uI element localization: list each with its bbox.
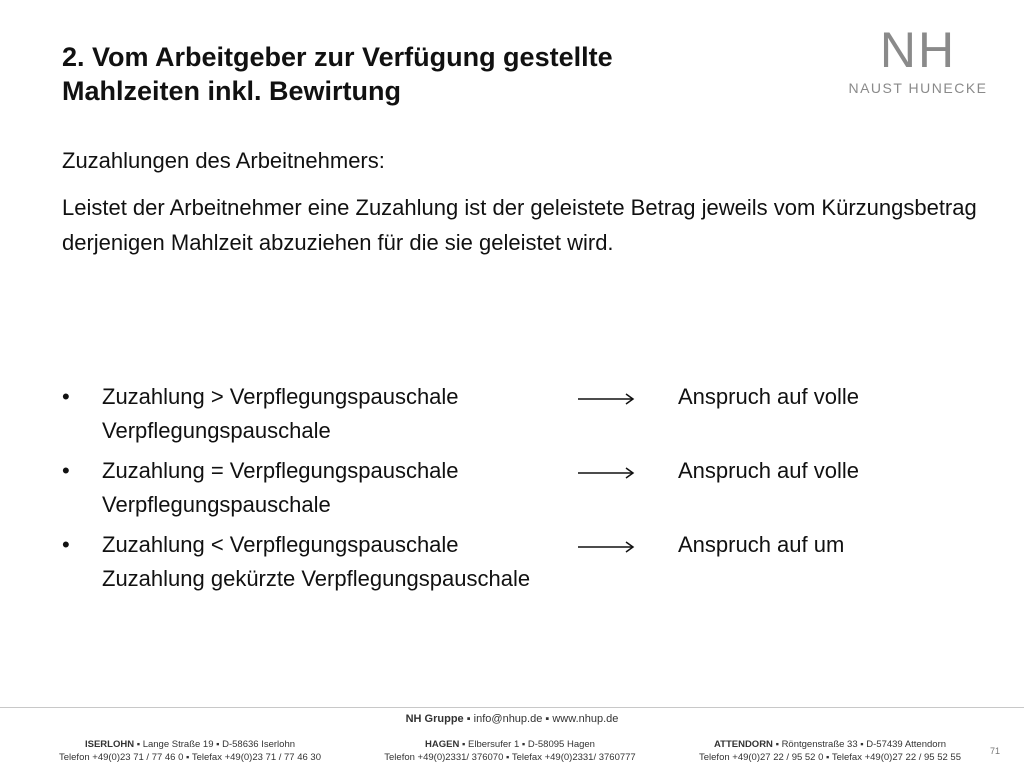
page-number: 71 bbox=[990, 746, 1001, 756]
bullet-icon: • bbox=[62, 458, 70, 483]
bullet-condition: Zuzahlung > Verpflegungspauschale bbox=[102, 384, 459, 409]
arrow-right-icon bbox=[576, 392, 636, 406]
footer-group-name: NH Gruppe bbox=[405, 713, 464, 725]
office-phone: Telefon +49(0)2331/ 376070 ▪ Telefax +49(0)2331/ 3760777 bbox=[384, 752, 636, 763]
footer-office-hagen bbox=[360, 738, 660, 764]
list-item bbox=[62, 454, 962, 522]
bullet-condition: Zuzahlung < Verpflegungspauschale bbox=[102, 532, 459, 557]
office-address: ▪ Röntgenstraße 33 ▪ D-57439 Attendorn bbox=[775, 739, 947, 750]
bullet-result: Anspruch auf volle bbox=[678, 458, 859, 483]
bullet-continuation: Verpflegungspauschale bbox=[102, 492, 331, 517]
bullet-icon: • bbox=[62, 384, 70, 409]
bullet-icon: • bbox=[62, 532, 70, 557]
arrow-right-icon bbox=[576, 466, 636, 480]
subheading: Zuzahlungen des Arbeitnehmers: bbox=[62, 148, 385, 173]
bullet-continuation: Verpflegungspauschale bbox=[102, 418, 331, 443]
arrow-right-icon bbox=[576, 540, 636, 554]
logo-wordmark: NAUST HUNECKE bbox=[848, 80, 988, 96]
office-city: HAGEN bbox=[425, 739, 460, 750]
footer-office-attendorn bbox=[680, 738, 980, 764]
office-phone: Telefon +49(0)23 71 / 77 46 0 ▪ Telefax +49(0)23 71 / 77 46 30 bbox=[59, 752, 321, 763]
body-paragraph: Leistet der Arbeitnehmer eine Zuzahlung ist der geleistete Betrag jeweils vom Kürzungsbetrag derjenigen Mahlzeit abzuziehen für die sie geleistet wird. bbox=[62, 195, 977, 255]
footer-group-contact: ▪ info@nhup.de ▪ www.nhup.de bbox=[466, 713, 619, 725]
slide-title bbox=[62, 40, 822, 108]
rules-list bbox=[62, 380, 962, 602]
list-item bbox=[62, 528, 962, 596]
bullet-continuation: Zuzahlung gekürzte Verpflegungspauschale bbox=[102, 566, 531, 591]
office-address: ▪ Elbersufer 1 ▪ D-58095 Hagen bbox=[462, 739, 595, 750]
office-phone: Telefon +49(0)27 22 / 95 52 0 ▪ Telefax +49(0)27 22 / 95 52 55 bbox=[699, 752, 961, 763]
footer-group-line bbox=[0, 713, 1024, 725]
bullet-result: Anspruch auf volle bbox=[678, 384, 859, 409]
title-line-2: Mahlzeiten inkl. Bewirtung bbox=[62, 76, 402, 106]
list-item bbox=[62, 380, 962, 448]
company-logo bbox=[838, 22, 998, 102]
office-city: ATTENDORN bbox=[713, 739, 773, 750]
bullet-condition: Zuzahlung = Verpflegungspauschale bbox=[102, 458, 459, 483]
bullet-result: Anspruch auf um bbox=[678, 532, 845, 557]
office-address: ▪ Lange Straße 19 ▪ D-58636 Iserlohn bbox=[136, 739, 296, 750]
footer-divider bbox=[0, 707, 1024, 708]
logo-monogram: NH bbox=[879, 22, 957, 78]
office-city: ISERLOHN bbox=[84, 739, 135, 750]
footer-office-iserlohn bbox=[20, 738, 360, 764]
title-line-1: 2. Vom Arbeitgeber zur Verfügung gestellte bbox=[62, 42, 613, 72]
